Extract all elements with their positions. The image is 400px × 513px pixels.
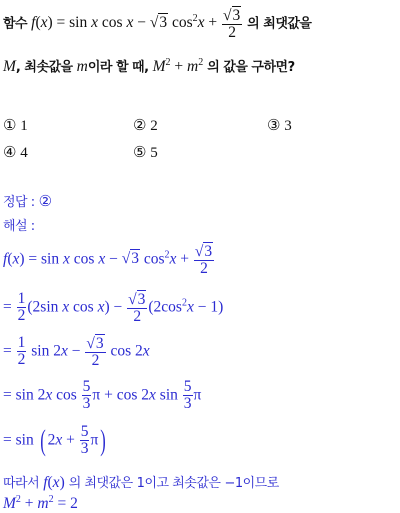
question-tail: 의 최댓값을: [247, 16, 312, 32]
solution-label-line: [3, 215, 35, 235]
answer-line: [3, 191, 52, 211]
solution-step-5: = sin ( 2x + $\frac{5}{3}$ π): [3, 423, 107, 458]
question-line2-mid: , 최솟값을: [15, 60, 73, 75]
question-function: f(x) = sin x cos x − √3 $\cos^2x$ + $\frac{√3}{2}$: [31, 7, 241, 42]
question-line2-mid2: 이라 할 때,: [87, 60, 149, 75]
var-M: M: [3, 58, 16, 75]
var-m: m: [76, 58, 88, 75]
solution-step-4: = sin 2x cos $\frac{5}{3}$ π + cos 2x sin $\frac{5}{3}$ π: [3, 378, 202, 413]
choice-5[interactable]: ⑤ 5: [133, 145, 158, 161]
solution-conclusion: 따라서 f(x) 의 최댓값은 1이고 최솟값은 −1이므로: [3, 474, 279, 491]
choice-3[interactable]: ③ 3: [267, 118, 292, 134]
min-value: −1: [224, 476, 243, 491]
max-value: 1: [136, 476, 145, 491]
solution-step-3: = $\frac{1}{2}$ sin 2x − $\frac{√3}{2}$ cos 2x: [3, 334, 150, 370]
expr-M2-plus-m2: $M^2 + m^2$: [152, 57, 204, 75]
question-line-2: [3, 56, 295, 76]
solution-step-1: f(x) = sin x cos x − √3 $\cos^2x$ + $\frac{√3}{2}$: [3, 243, 213, 278]
solution-step-2: = $\frac{1}{2}$ (2sin x cos x) − $\frac{√3}{2}$ $(2\cos^2x - 1)$: [3, 290, 224, 326]
answer-value: ②: [38, 194, 53, 210]
question-line-1: [3, 6, 312, 42]
solution-label: 해설 :: [3, 219, 35, 234]
choice-1[interactable]: ① 1: [3, 118, 28, 134]
final-value: = 2: [57, 495, 78, 512]
question-line2-tail: 의 값을 구하면?: [207, 60, 295, 75]
question-intro: 함수: [3, 16, 28, 32]
solution-final: $M^2 + m^2 = 2$: [3, 494, 78, 512]
choice-2[interactable]: ② 2: [133, 118, 158, 134]
answer-label: 정답 :: [3, 195, 35, 210]
choice-4[interactable]: ④ 4: [3, 145, 28, 161]
